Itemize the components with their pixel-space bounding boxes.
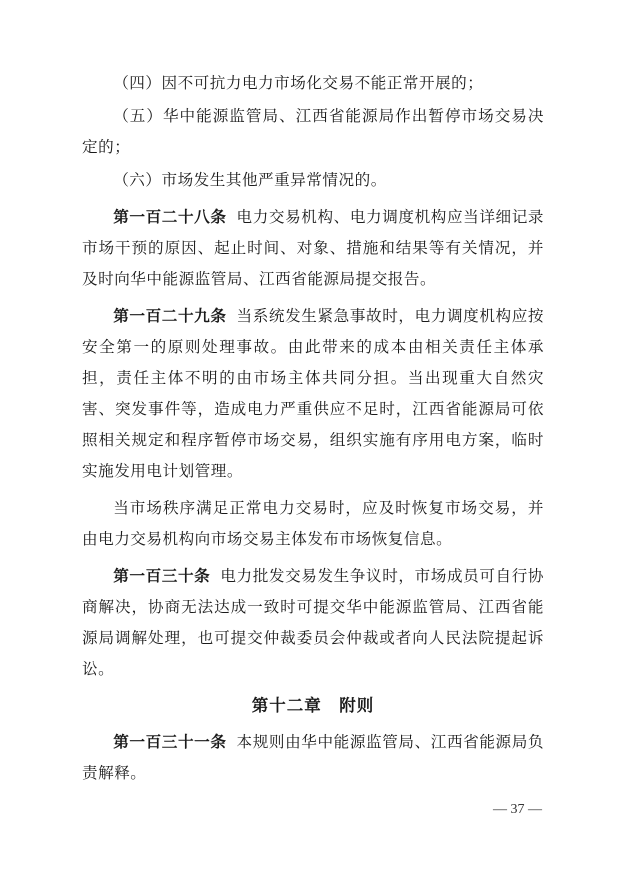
article-131: 第一百三十一条 本规则由华中能源监管局、江西省能源局负责解释。 [82,733,544,782]
page-number: — 37 — [493,802,542,817]
article-number: 第一百二十八条 [113,208,227,226]
article-130: 第一百三十条 电力批发交易发生争议时，市场成员可自行协商解决，协商无法达成一致时可提交华中能源监管局、江西省能源局调解处理，也可提交仲裁委员会仲裁或者向人民法院提起诉讼。 [82,567,544,678]
clause-6: （六）市场发生其他严重异常情况的。 [113,171,387,189]
article-128: 第一百二十八条 电力交易机构、电力调度机构应当详细记录市场干预的原因、起止时间、对象、措施和结果等有关情况，并及时向华中能源监管局、江西省能源局提交报告。 [82,208,544,288]
article-129: 第一百二十九条 当系统发生紧急事故时，电力调度机构应按安全第一的原则处理事故。由此带来的成本由相关责任主体承担，责任主体不明的由市场主体共同分担。当出现重大自然灾害、突发事件等，造成电力严重供应不足时，江西省能源局可依照相关规定和程序暂停市场交易，组织实施有序用电方案，临时实施发用电计划管理。 [82,307,544,480]
document-body [82,68,544,795]
article-number: 第一百三十一条 [113,733,227,751]
resume-paragraph: 当市场秩序满足正常电力交易时，应及时恢复市场交易，并由电力交易机构向市场交易主体发布市场恢复信息。 [82,499,544,548]
article-number: 第一百二十九条 [113,307,227,325]
clause-4: （四）因不可抗力电力市场化交易不能正常开展的； [113,74,484,92]
article-number: 第一百三十条 [113,567,211,585]
clause-5: （五）华中能源监管局、江西省能源局作出暂停市场交易决定的； [82,107,544,156]
chapter-title: 第十二章 附则 [251,696,375,715]
